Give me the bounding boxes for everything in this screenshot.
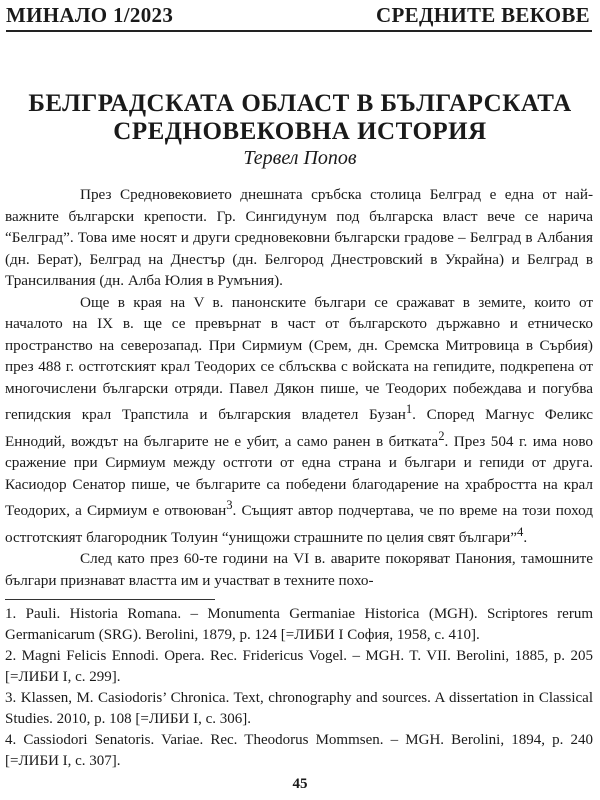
paragraph-2-text: . През 504 г. има ново сражение при Сирмиум между остготи от една страна и българи и гепиди от друга. Касиодор Сенатор пише, че българите са победени благодарение на храбростта на крал Теодорих, а Сирмиум е отвоюван [5,432,594,520]
paragraph-2-text: . Според Магнус Феликс Еннодий, вождът на българите не е убит, а само ранен в битката [5,406,593,450]
footnote-2: 2. Magni Felicis Ennodi. Opera. Rec. Fridericus Vogel. – MGH. T. VII. Berolini, 1885, p. 205 [=ЛИБИ I, с. 299]. [5,648,593,685]
title-line-1: БЕЛГРАДСКАТА ОБЛАСТ В БЪЛГАРСКАТА [28,90,572,117]
paragraph-2-text: Още в края на V в. панонските българи се сражават в земите, които от началото на IX в. ще се превърнат в част от българското държавно и етническо пространство на северозапад. При Сирмиум (Срем, дн. Сремска Митровица в Сърбия) през 488 г. остготският крал Теодорих се сблъсква с войската на гепидите, подкрепена от многочислени български отряди. Павел Дякон пише, че Теодорих побеждава и погубва гепидския крал Трапстила и българския владетел Бузан [5,293,593,424]
article-author: Тервел Попов [243,147,357,169]
running-header [6,2,590,28]
paragraph-2-text: . [523,528,528,546]
paragraph-2-text: . Същият автор подчертава, че по време на този поход остготският благородник Толуин “унищожи страшните по целия свят българи” [5,502,593,546]
paragraph-2 [5,292,593,549]
footnote-rule [5,599,215,600]
paragraph-1: През Средновековието днешната сръбска столица Белград е една от най-важните български крепости. Гр. Сингидунум под българска власт вече се нарича “Белград”. Това име носят и други средновековни български градове – Белград в Албания (дн. Берат), Белград на Днестър (дн. Белгород Днестровский в Украйна) и Белград в Трансилвания (дн. Алба Юлия в Румъния). [5,186,593,289]
footnote-ref-2: 2 [438,428,445,443]
footnote-ref-3: 3 [226,498,233,513]
header-rule [6,30,592,32]
journal-issue: МИНАЛО 1/2023 [6,3,174,27]
footnote-ref-1: 1 [405,402,413,416]
title-line-2: СРЕДНОВЕКОВНА ИСТОРИЯ [113,118,487,145]
footnotes [5,604,593,772]
section-name: СРЕДНИТЕ ВЕКОВЕ [376,3,590,27]
article-body [5,184,593,591]
paragraph-3: След като през 60-те години на VI в. аварите покоряват Панония, тамошните българи признават властта им и участват в техните похо- [5,550,593,589]
footnote-1: 1. Pauli. Historia Romana. – Monumenta Germaniae Historica (MGH). Scriptores rerum Germanicarum (SRG). Berolini, 1879, p. 124 [=ЛИБИ I София, 1958, с. 410]. [5,606,593,643]
footnote-3: 3. Klassen, M. Casiodoris’ Chronica. Text, chronography and sources. A dissertation in Classical Studies. 2010, p. 108 [=ЛИБИ I, с. 306]. [5,690,593,727]
page-number: 45 [292,776,308,792]
footnote-4: 4. Cassiodori Senatoris. Variae. Rec. Theodorus Mommsen. – MGH. Berolini, 1894, p. 240 [=ЛИБИ I, с. 307]. [5,732,593,769]
footnote-ref-4: 4 [517,524,524,539]
article-title [0,90,600,146]
